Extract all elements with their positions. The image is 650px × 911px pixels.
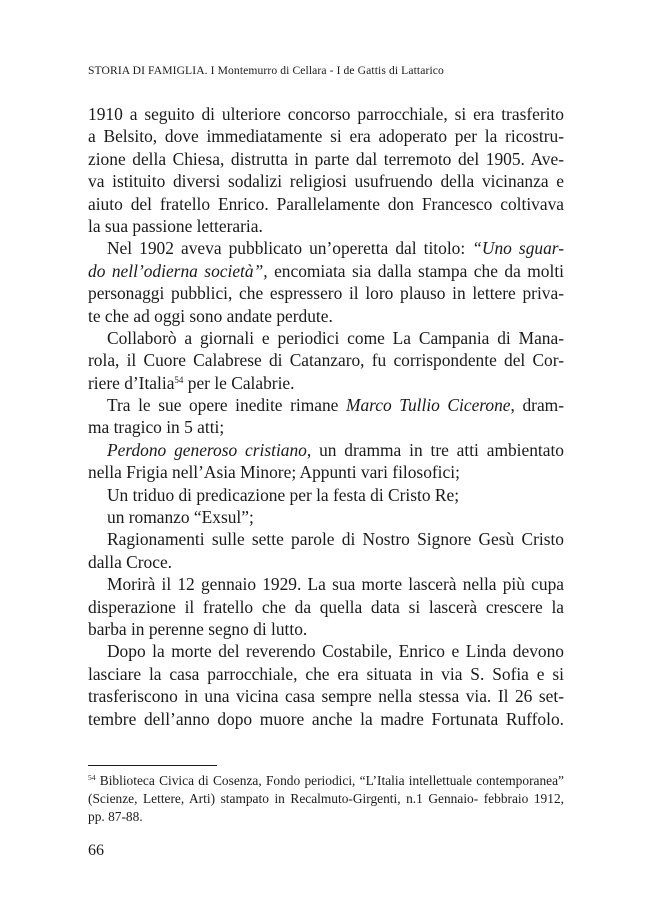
text-line: rola, il Cuore Calabrese di Catanzaro, fu corrispondente del Cor- [88, 350, 564, 371]
italic-title: Marco Tullio Cicerone [345, 395, 511, 416]
text-fragment: encomiata sia dalla stampa che da molti [267, 260, 564, 281]
footnote-line: (Scienze, Lettere, Arti) stampato in Recalmuto-Girgenti, n.1 Gennaio- febbraio 1912, [88, 791, 564, 807]
body-text [88, 103, 564, 730]
text-line: personaggi pubblici, che espressero il loro plauso in lettere priva- [88, 283, 564, 304]
footnote-divider [88, 765, 217, 766]
text-line: va istituito diversi sodalizi religiosi usufruendo della vicinanza e [88, 171, 564, 192]
text-line: ma tragico in 5 atti; [88, 417, 225, 438]
text-line: Ragionamenti sulle sette parole di Nostro Signore Gesù Cristo [107, 529, 564, 550]
footnote-number: 54 [88, 773, 96, 782]
running-header: STORIA DI FAMIGLIA. I Montemurro di Cellara - I de Gattis di Lattarico [88, 64, 444, 77]
text-line: tembre dell’anno dopo muore anche la madre Fortunata Ruffolo. [88, 708, 564, 729]
text-fragment: , dram- [510, 395, 564, 416]
text-line: Dopo la morte del reverendo Costabile, Enrico e Linda devono [107, 641, 564, 662]
text-fragment: per le Calabrie. [183, 372, 295, 393]
text-line [88, 394, 564, 416]
text-line: barba in perenne segno di lutto. [88, 618, 308, 639]
footnote-reference: 54 [174, 374, 184, 385]
text-line: zione della Chiesa, distrutta in parte dal terremoto del 1905. Ave- [88, 148, 564, 169]
text-line: disperazione il fratello che da quella data si lascerà crescere la [88, 596, 564, 617]
italic-title: Perdono generoso cristiano [107, 439, 307, 460]
text-fragment: Biblioteca Civica di Cosenza, Fondo periodici, “L’Italia intellettuale contemporanea” [95, 773, 564, 788]
text-line: aiuto del fratello Enrico. Parallelamente don Francesco coltivava [88, 193, 564, 214]
text-line [88, 372, 564, 394]
footnote [88, 772, 564, 827]
text-line [88, 237, 564, 259]
text-fragment: riere d’Italia [88, 372, 175, 393]
text-fragment: Tra le sue opere inedite rimane [107, 395, 346, 416]
text-line: lasciare la casa parrocchiale, che era situata in via S. Sofia e si [88, 663, 564, 684]
italic-title: do nell’odierna società”, [88, 260, 268, 281]
footnote-line [88, 772, 564, 790]
text-line: a Belsito, dove immediatamente si era adoperato per la ricostru- [88, 126, 564, 147]
text-line: nella Frigia nell’Asia Minore; Appunti vari filosofici; [88, 462, 460, 483]
text-line [88, 260, 564, 282]
text-fragment: Nel 1902 aveva pubblicato un’operetta dal titolo: [107, 238, 473, 259]
text-fragment: , un dramma in tre atti ambientato [306, 439, 564, 460]
italic-title: “Uno sguar- [472, 238, 564, 259]
text-line: un romanzo “Exsul”; [107, 507, 254, 528]
page-number: 66 [88, 842, 104, 859]
text-line: Un triduo di predicazione per la festa di Cristo Re; [107, 484, 460, 505]
text-line: 1910 a seguito di ulteriore concorso parrocchiale, si era trasferito [88, 104, 564, 124]
text-line: Collaborò a giornali e periodici come La Campania di Mana- [107, 327, 564, 348]
text-line: Morirà il 12 gennaio 1929. La sua morte lascerà nella più cupa [107, 574, 564, 595]
text-line: la sua passione letteraria. [88, 215, 263, 236]
text-line: trasferiscono in una vicina casa sempre nella stessa via. Il 26 set- [88, 686, 564, 707]
text-line: dalla Croce. [88, 551, 173, 572]
text-line [88, 439, 564, 461]
text-line: te che ad oggi sono andate perdute. [88, 305, 333, 326]
footnote-line: pp. 87-88. [88, 809, 143, 825]
